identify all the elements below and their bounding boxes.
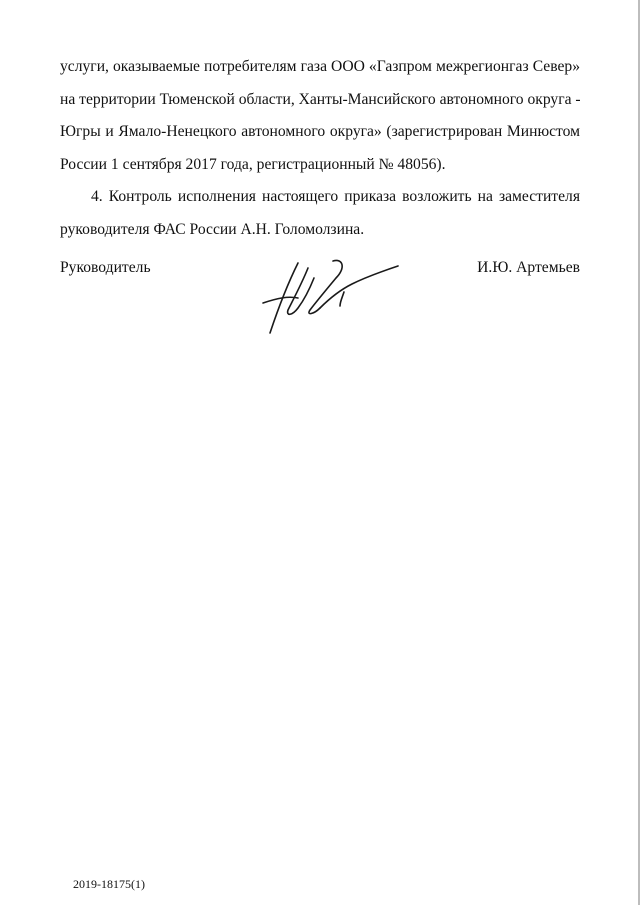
- document-body: [60, 51, 580, 246]
- signatory-name: И.Ю. Артемьев: [477, 259, 580, 276]
- handwritten-signature: [258, 258, 403, 338]
- paragraph-3-line-2: на территории Тюменской области, Ханты-Мансийского автономного округа -: [60, 90, 581, 108]
- paragraph-3-line-4: России 1 сентября 2017 года, регистрационный № 48056).: [60, 155, 446, 173]
- document-code: 2019-18175(1): [73, 877, 145, 891]
- signatory-title: Руководитель: [60, 259, 151, 276]
- paragraph-3-line-1: услуги, оказываемые потребителям газа ООО «Газпром межрегионгаз Север»: [60, 58, 580, 75]
- paragraph-4-line-2: руководителя ФАС России А.Н. Голомолзина.: [60, 220, 365, 238]
- paragraph-3-line-3: Югры и Ямало-Ненецкого автономного округа» (зарегистрирован Минюстом: [60, 123, 580, 140]
- paragraph-4-line-1: 4. Контроль исполнения настоящего приказа возложить на заместителя: [91, 188, 580, 205]
